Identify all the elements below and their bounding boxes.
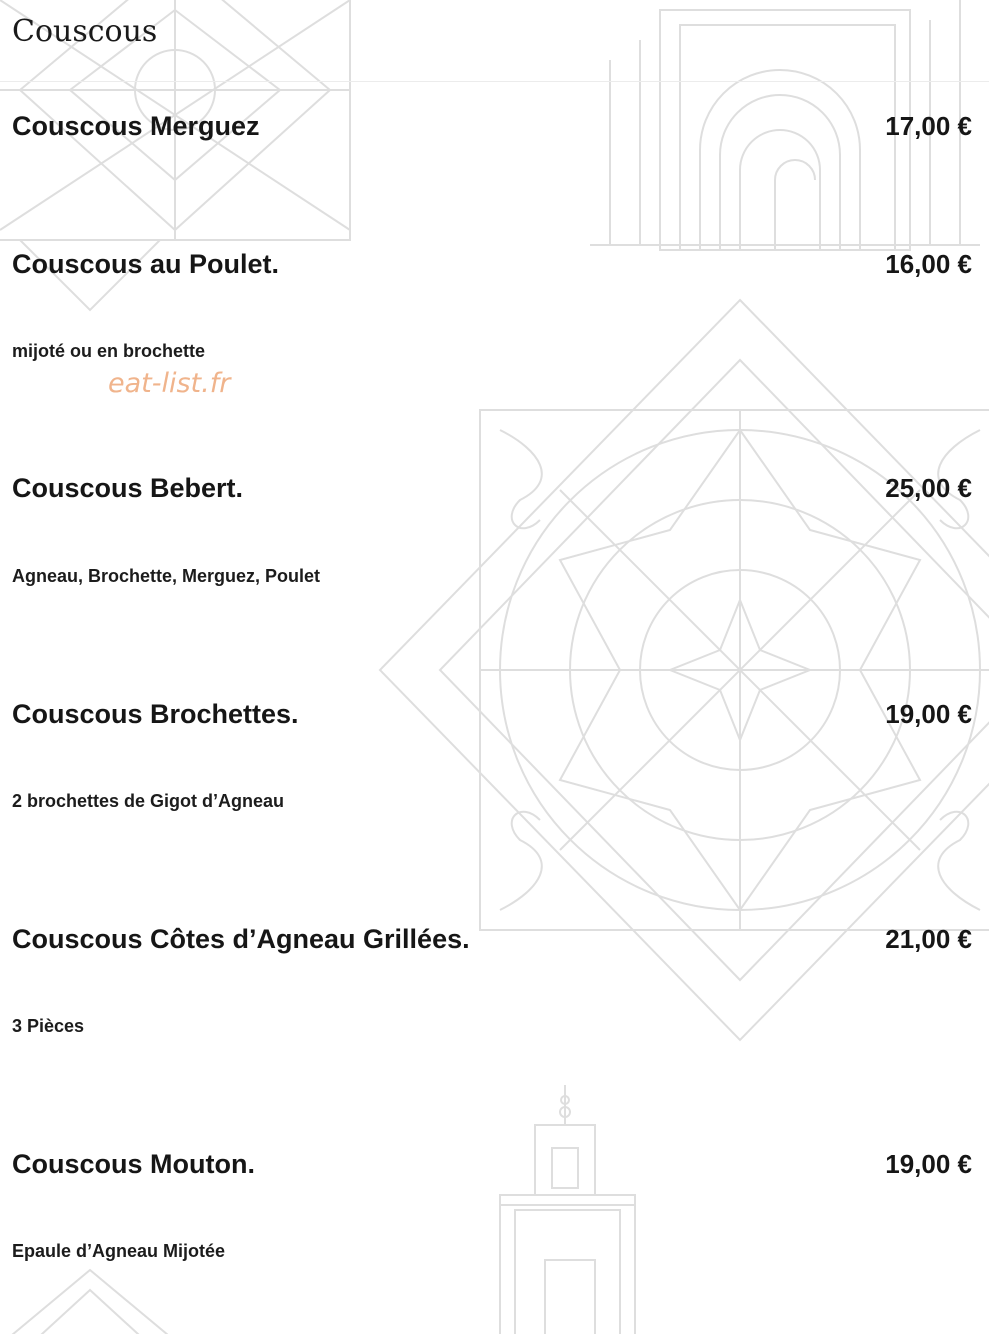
dish-price: 16,00 € xyxy=(885,249,972,279)
dish-name: Couscous au Poulet. xyxy=(12,249,280,279)
dish-description: Epaule d’Agneau Mijotée xyxy=(12,1241,226,1261)
dish-description: Agneau, Brochette, Merguez, Poulet xyxy=(12,566,321,586)
section-title: Couscous xyxy=(12,14,158,49)
dish-price: 21,00 € xyxy=(885,924,972,954)
dish-description: 2 brochettes de Gigot d’Agneau xyxy=(12,791,285,811)
dish-price: 19,00 € xyxy=(885,1149,972,1179)
dish-name: Couscous Bebert. xyxy=(12,473,244,503)
dish-price: 19,00 € xyxy=(885,699,972,729)
dish-name: Couscous Merguez xyxy=(12,111,260,141)
dish-name: Couscous Brochettes. xyxy=(12,699,299,729)
bottom-left-tile-pattern xyxy=(0,1270,180,1334)
dish-name: Couscous Mouton. xyxy=(12,1149,255,1179)
dish-price: 17,00 € xyxy=(885,111,972,141)
dish-description: mijoté ou en brochette xyxy=(12,341,206,361)
dish-price: 25,00 € xyxy=(885,473,972,503)
dish-name: Couscous Côtes d’Agneau Grillées. xyxy=(12,924,470,954)
title-divider xyxy=(0,81,989,82)
minaret-drawing xyxy=(500,1085,635,1334)
dish-description: 3 Pièces xyxy=(12,1016,85,1036)
watermark-text: eat-list.fr xyxy=(108,368,231,399)
